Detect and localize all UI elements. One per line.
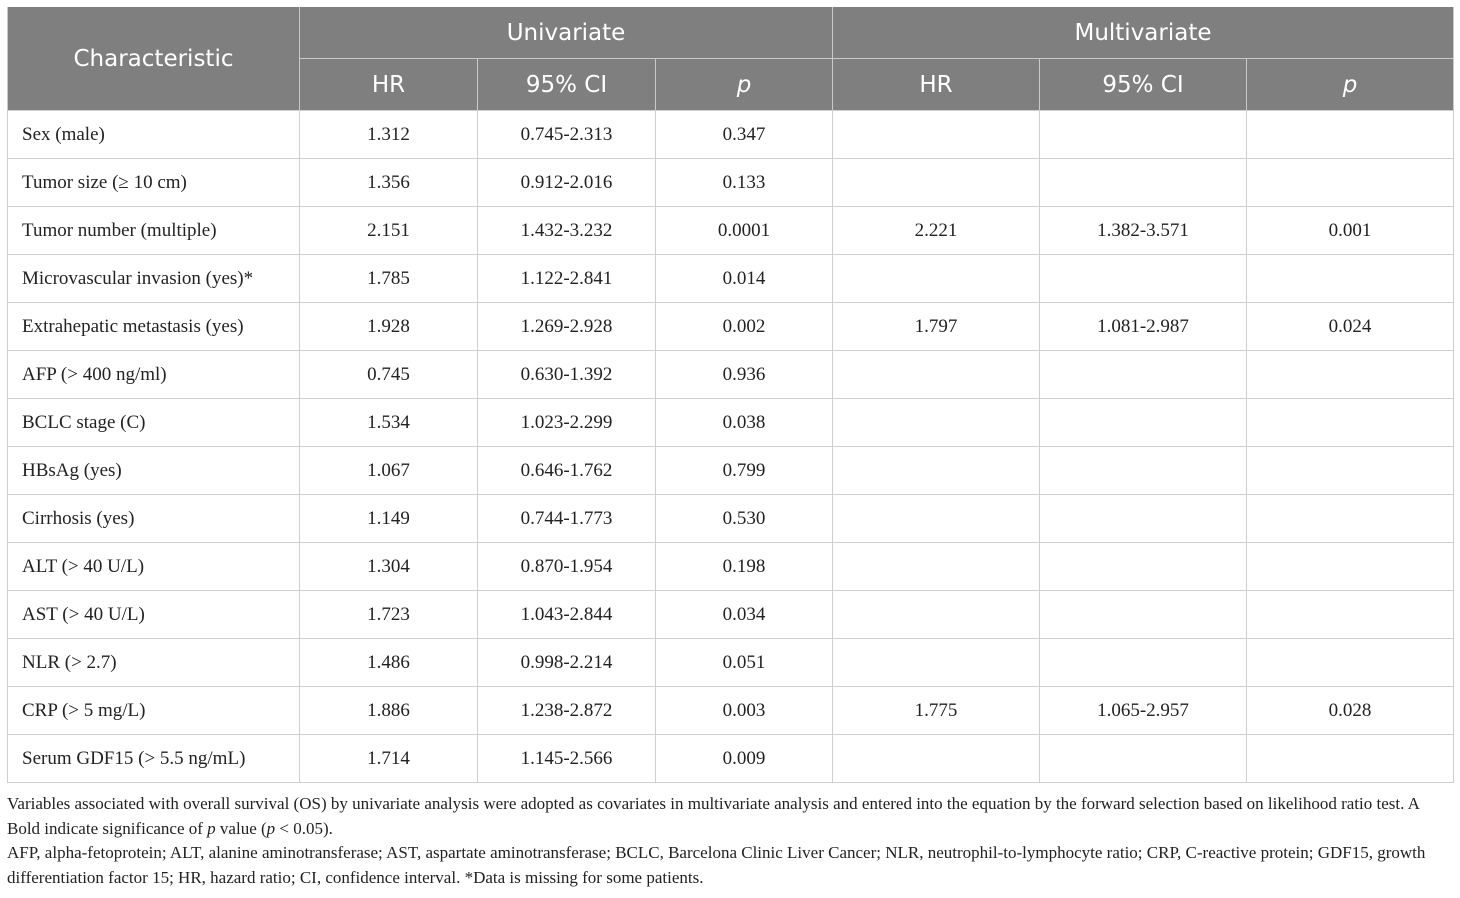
- cell-univariate-hr: 1.886: [300, 687, 478, 735]
- header-characteristic: Characteristic: [8, 7, 300, 111]
- cell-characteristic: BCLC stage (C): [8, 399, 300, 447]
- cell-univariate-hr: 1.304: [300, 543, 478, 591]
- cell-multivariate-hr: [833, 639, 1040, 687]
- cell-multivariate-ci: [1040, 447, 1247, 495]
- table-row: [8, 351, 1454, 399]
- footnote-method-text: Variables associated with overall survival (OS) by univariate analysis were adopted as covariates in multivariate analysis and entered into the equation by the forward selection based on likelihood ratio test. A Bold indicate significance of: [7, 794, 1419, 838]
- cell-univariate-hr: 1.312: [300, 111, 478, 159]
- footnote-p-italic-2: p: [266, 818, 276, 838]
- cell-multivariate-hr: [833, 735, 1040, 783]
- cell-characteristic: Serum GDF15 (> 5.5 ng/mL): [8, 735, 300, 783]
- cell-univariate-ci: 1.238-2.872: [478, 687, 656, 735]
- cell-multivariate-hr: [833, 111, 1040, 159]
- footnote-method: [7, 792, 1453, 841]
- cell-multivariate-p: [1247, 591, 1454, 639]
- table-header: [8, 7, 1454, 111]
- cell-univariate-ci: 1.145-2.566: [478, 735, 656, 783]
- cell-multivariate-p: [1247, 255, 1454, 303]
- cell-univariate-p: 0.530: [656, 495, 833, 543]
- table-row: [8, 111, 1454, 159]
- cell-characteristic: Cirrhosis (yes): [8, 495, 300, 543]
- cell-characteristic: Extrahepatic metastasis (yes): [8, 303, 300, 351]
- cell-univariate-p: 0.009: [656, 735, 833, 783]
- cell-multivariate-ci: [1040, 543, 1247, 591]
- cell-univariate-hr: 1.785: [300, 255, 478, 303]
- cell-multivariate-ci: [1040, 735, 1247, 783]
- cell-univariate-p: 0.198: [656, 543, 833, 591]
- cell-multivariate-p: [1247, 735, 1454, 783]
- cell-univariate-ci: 0.646-1.762: [478, 447, 656, 495]
- cell-multivariate-hr: [833, 399, 1040, 447]
- cell-multivariate-hr: [833, 255, 1040, 303]
- table-footnotes: [7, 792, 1453, 890]
- cell-univariate-hr: 1.534: [300, 399, 478, 447]
- table-row: [8, 303, 1454, 351]
- cell-univariate-hr: 1.714: [300, 735, 478, 783]
- cell-multivariate-p: [1247, 159, 1454, 207]
- cell-multivariate-ci: [1040, 495, 1247, 543]
- cell-multivariate-hr: [833, 351, 1040, 399]
- cell-multivariate-hr: [833, 591, 1040, 639]
- cell-univariate-hr: 2.151: [300, 207, 478, 255]
- cell-univariate-p: 0.034: [656, 591, 833, 639]
- cell-univariate-p: 0.133: [656, 159, 833, 207]
- header-multivariate-hr: HR: [833, 59, 1040, 111]
- cell-univariate-p: 0.038: [656, 399, 833, 447]
- footnote-method-text-2: value (: [215, 818, 267, 838]
- cell-univariate-p: 0.799: [656, 447, 833, 495]
- cell-multivariate-ci: [1040, 639, 1247, 687]
- table-row: [8, 207, 1454, 255]
- cell-univariate-ci: 0.998-2.214: [478, 639, 656, 687]
- cell-univariate-ci: 0.912-2.016: [478, 159, 656, 207]
- cell-multivariate-hr: 2.221: [833, 207, 1040, 255]
- cell-characteristic: AFP (> 400 ng/ml): [8, 351, 300, 399]
- table-row: [8, 687, 1454, 735]
- cell-multivariate-p: [1247, 447, 1454, 495]
- table-row: [8, 735, 1454, 783]
- cell-univariate-ci: 1.122-2.841: [478, 255, 656, 303]
- table-row: [8, 159, 1454, 207]
- cell-univariate-ci: 0.745-2.313: [478, 111, 656, 159]
- cell-characteristic: Sex (male): [8, 111, 300, 159]
- cell-characteristic: AST (> 40 U/L): [8, 591, 300, 639]
- cell-univariate-p: 0.347: [656, 111, 833, 159]
- cell-univariate-ci: 0.630-1.392: [478, 351, 656, 399]
- header-univariate-ci: 95% CI: [478, 59, 656, 111]
- cell-multivariate-p: [1247, 495, 1454, 543]
- cell-multivariate-hr: 1.797: [833, 303, 1040, 351]
- cell-univariate-hr: 1.723: [300, 591, 478, 639]
- cell-multivariate-p: 0.024: [1247, 303, 1454, 351]
- cell-univariate-hr: 1.486: [300, 639, 478, 687]
- cell-univariate-hr: 1.149: [300, 495, 478, 543]
- cell-univariate-ci: 1.023-2.299: [478, 399, 656, 447]
- cell-multivariate-p: [1247, 111, 1454, 159]
- table-row: [8, 639, 1454, 687]
- cell-univariate-p: 0.051: [656, 639, 833, 687]
- cell-multivariate-ci: [1040, 591, 1247, 639]
- cell-characteristic: HBsAg (yes): [8, 447, 300, 495]
- cell-univariate-p: 0.0001: [656, 207, 833, 255]
- cell-univariate-p: 0.002: [656, 303, 833, 351]
- cell-multivariate-ci: [1040, 159, 1247, 207]
- cell-univariate-p: 0.936: [656, 351, 833, 399]
- cell-multivariate-hr: [833, 543, 1040, 591]
- cell-univariate-ci: 0.744-1.773: [478, 495, 656, 543]
- cell-multivariate-p: [1247, 351, 1454, 399]
- table-row: [8, 447, 1454, 495]
- cell-multivariate-hr: [833, 495, 1040, 543]
- header-multivariate: Multivariate: [833, 7, 1454, 59]
- cell-characteristic: Tumor number (multiple): [8, 207, 300, 255]
- cell-univariate-ci: 1.432-3.232: [478, 207, 656, 255]
- cell-univariate-hr: 0.745: [300, 351, 478, 399]
- results-table-container: [7, 7, 1453, 890]
- cell-multivariate-p: 0.001: [1247, 207, 1454, 255]
- cell-multivariate-ci: [1040, 399, 1247, 447]
- header-multivariate-ci: 95% CI: [1040, 59, 1247, 111]
- cell-univariate-hr: 1.067: [300, 447, 478, 495]
- cell-characteristic: ALT (> 40 U/L): [8, 543, 300, 591]
- header-multivariate-p: p: [1247, 59, 1454, 111]
- footnote-abbreviations: AFP, alpha-fetoprotein; ALT, alanine aminotransferase; AST, aspartate aminotransferase; BCLC, Barcelona Clinic Liver Cancer; NLR, neutrophil-to-lymphocyte ratio; CRP, C-reactive protein; GDF15, growth differentiation factor 15; HR, hazard ratio; CI, confidence interval. *Data is missing for some patients.: [7, 843, 1426, 887]
- cell-multivariate-hr: [833, 447, 1040, 495]
- table-row: [8, 255, 1454, 303]
- cell-characteristic: NLR (> 2.7): [8, 639, 300, 687]
- cell-univariate-ci: 0.870-1.954: [478, 543, 656, 591]
- header-univariate-hr: HR: [300, 59, 478, 111]
- cell-characteristic: Microvascular invasion (yes)*: [8, 255, 300, 303]
- cell-multivariate-p: [1247, 399, 1454, 447]
- cell-characteristic: CRP (> 5 mg/L): [8, 687, 300, 735]
- table-row: [8, 543, 1454, 591]
- cell-multivariate-ci: 1.081-2.987: [1040, 303, 1247, 351]
- cell-multivariate-ci: 1.382-3.571: [1040, 207, 1247, 255]
- table-body: [8, 111, 1454, 783]
- cell-multivariate-ci: [1040, 111, 1247, 159]
- table-row: [8, 495, 1454, 543]
- cell-multivariate-hr: 1.775: [833, 687, 1040, 735]
- cell-univariate-p: 0.014: [656, 255, 833, 303]
- footnote-p-italic: p: [207, 818, 216, 838]
- cell-univariate-hr: 1.928: [300, 303, 478, 351]
- table-row: [8, 591, 1454, 639]
- cell-multivariate-ci: 1.065-2.957: [1040, 687, 1247, 735]
- cell-multivariate-ci: [1040, 255, 1247, 303]
- cell-multivariate-p: [1247, 543, 1454, 591]
- cell-multivariate-hr: [833, 159, 1040, 207]
- cell-multivariate-p: 0.028: [1247, 687, 1454, 735]
- header-univariate-p: p: [656, 59, 833, 111]
- cell-characteristic: Tumor size (≥ 10 cm): [8, 159, 300, 207]
- footnote-method-text-3: < 0.05).: [275, 818, 333, 838]
- header-univariate: Univariate: [300, 7, 833, 59]
- table-row: [8, 399, 1454, 447]
- survival-analysis-table: [7, 7, 1454, 783]
- cell-univariate-p: 0.003: [656, 687, 833, 735]
- cell-multivariate-p: [1247, 639, 1454, 687]
- cell-univariate-ci: 1.043-2.844: [478, 591, 656, 639]
- cell-univariate-ci: 1.269-2.928: [478, 303, 656, 351]
- cell-multivariate-ci: [1040, 351, 1247, 399]
- cell-univariate-hr: 1.356: [300, 159, 478, 207]
